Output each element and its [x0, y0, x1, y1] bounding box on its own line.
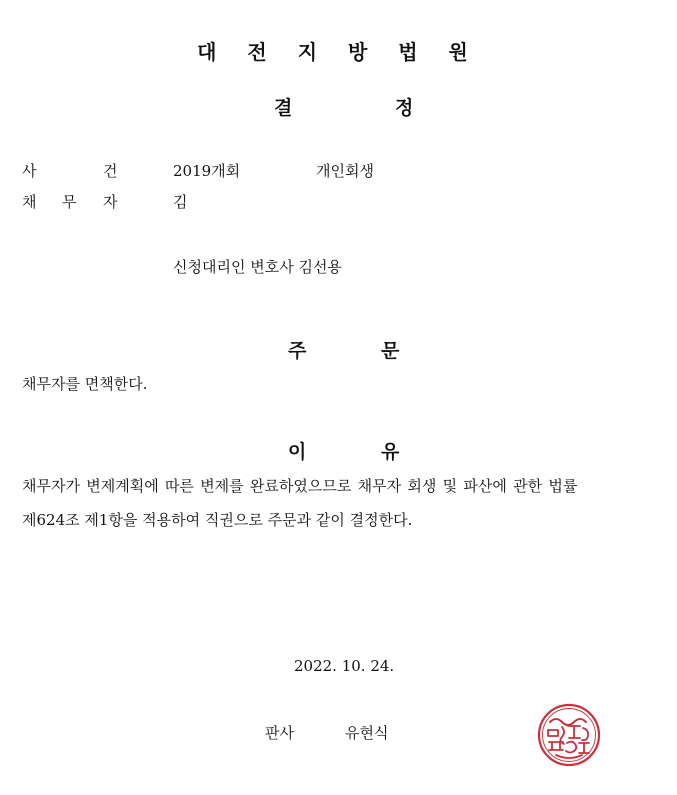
case-name: 개인회생 — [316, 162, 374, 180]
judge-name: 유현식 — [345, 724, 389, 742]
judge-title: 판사 — [265, 724, 294, 742]
debtor-name: 김 — [173, 193, 188, 211]
case-number: 2019개회 — [173, 162, 241, 180]
reason-line-1: 채무자가 변제계획에 따른 변제를 완료하였으므로 채무자 회생 및 파산에 관한 법률 — [22, 477, 578, 495]
reason-heading-right: 유 — [381, 441, 400, 463]
reason-line-2: 제624조 제1항을 적용하여 직권으로 주문과 같이 결정한다. — [22, 511, 413, 529]
attorney-line: 신청대리인 변호사 김선용 — [173, 258, 342, 276]
doc-type-left: 결 — [274, 97, 293, 119]
order-text: 채무자를 면책한다. — [22, 375, 148, 393]
reason-heading-left: 이 — [288, 441, 307, 463]
doc-type-right: 정 — [395, 97, 414, 119]
decision-date: 2022. 10. 24. — [294, 657, 395, 675]
debtor-label-char-3: 자 — [103, 193, 118, 211]
debtor-label-char-1: 채 — [22, 193, 37, 211]
order-heading-left: 주 — [288, 340, 307, 362]
court-name: 대 전 지 방 법 원 — [197, 40, 480, 64]
court-seal-stamp — [536, 702, 602, 768]
order-heading-right: 문 — [381, 340, 400, 362]
debtor-label-char-2: 무 — [62, 193, 77, 211]
case-label-char-2: 건 — [103, 162, 118, 180]
case-label-char-1: 사 — [22, 162, 37, 180]
